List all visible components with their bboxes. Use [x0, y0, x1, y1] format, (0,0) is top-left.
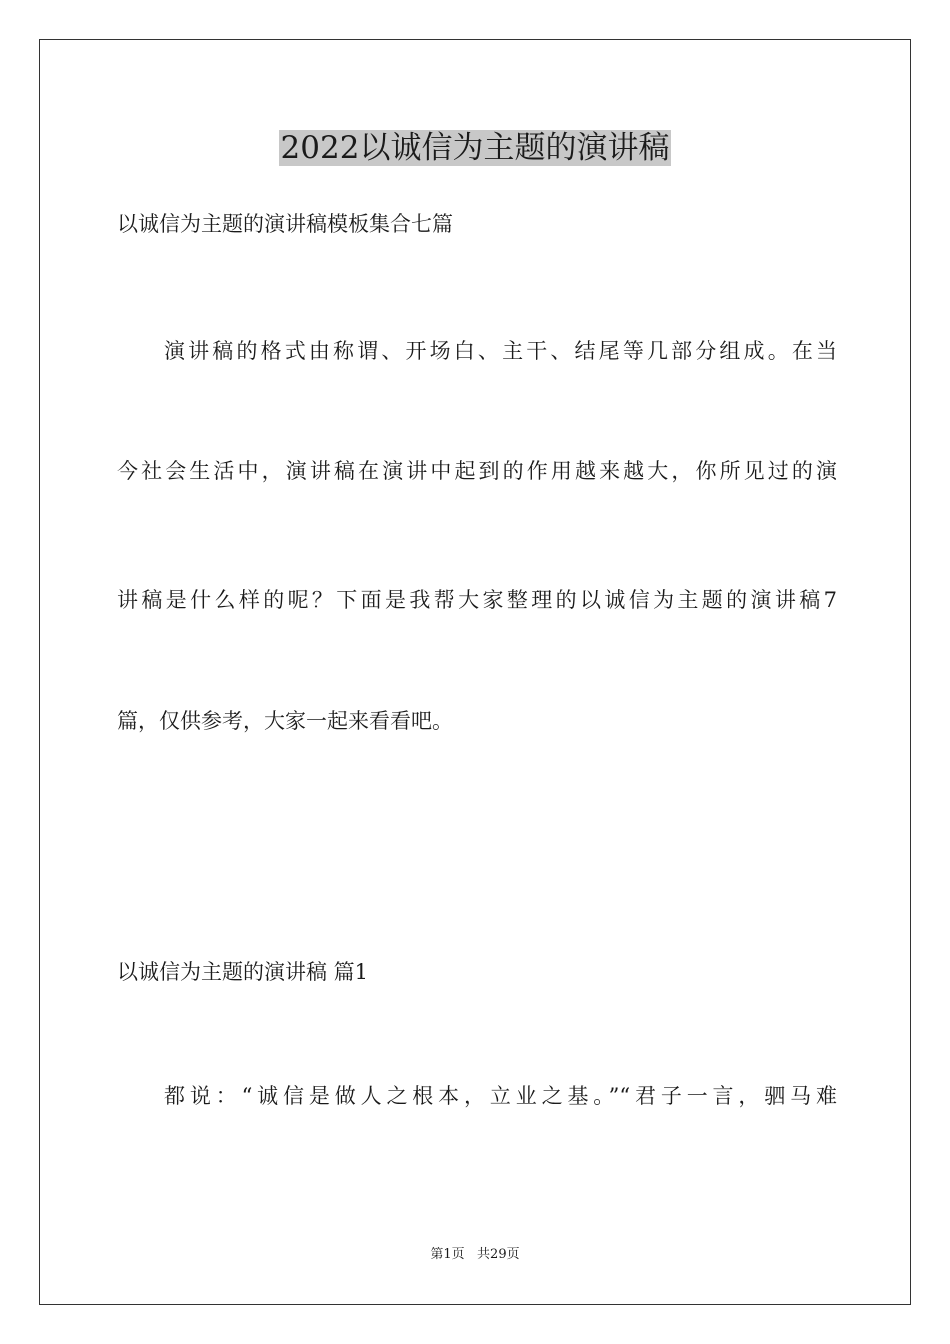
- section-paragraph-line-1: 都说：“诚信是做人之根本，立业之基。”“君子一言，驷马难: [164, 1084, 837, 1108]
- intro-paragraph-line-1: 演讲稿的格式由称谓、开场白、主干、结尾等几部分组成。在当: [164, 339, 837, 363]
- page-number-footer: 第1页 共29页: [430, 1247, 520, 1262]
- document-title: [0, 128, 950, 168]
- document-title-text: 2022以诚信为主题的演讲稿: [280, 130, 670, 166]
- section-heading: 以诚信为主题的演讲稿 篇1: [117, 960, 369, 984]
- intro-paragraph-line-2: 今社会生活中，演讲稿在演讲中起到的作用越来越大，你所见过的演: [117, 459, 837, 483]
- intro-paragraph-line-4: 篇，仅供参考，大家一起来看看吧。: [117, 709, 453, 733]
- document-subtitle: 以诚信为主题的演讲稿模板集合七篇: [117, 212, 453, 236]
- intro-paragraph-line-3: 讲稿是什么样的呢？下面是我帮大家整理的以诚信为主题的演讲稿7: [117, 588, 837, 612]
